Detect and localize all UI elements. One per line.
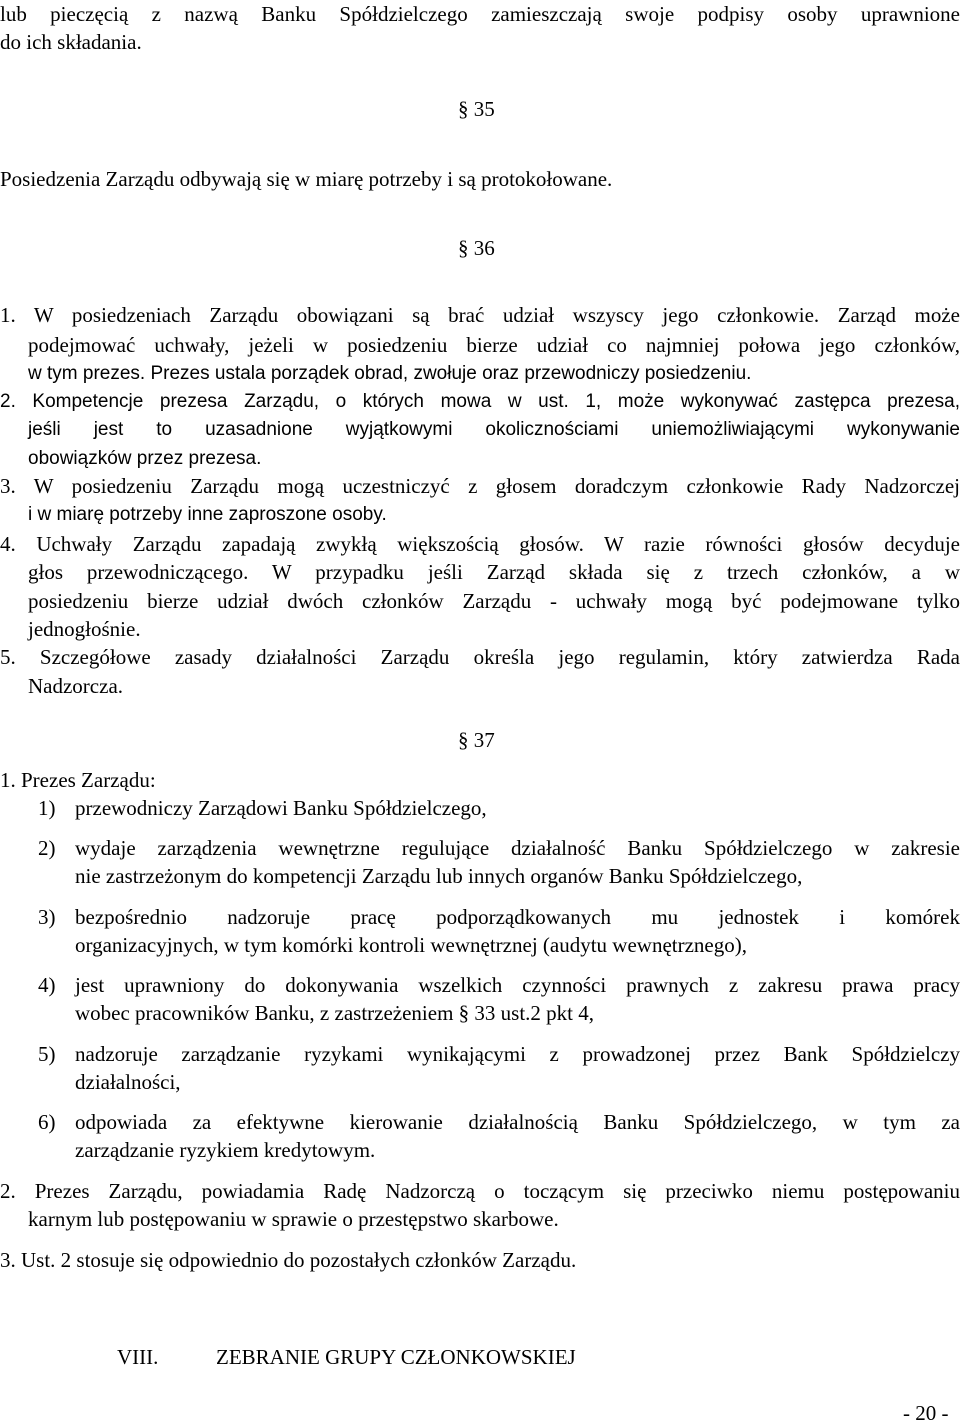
- list-item-number: 1): [38, 796, 56, 820]
- list-item-line: przewodniczy Zarządowi Banku Spółdzielczego,: [75, 796, 487, 820]
- list-item-line: zarządzanie ryzykiem kredytowym.: [75, 1138, 376, 1162]
- page-number: - 20 -: [903, 1401, 949, 1425]
- list-item-number: 4): [38, 973, 56, 997]
- list-item-line: nadzoruje zarządzanie ryzykami wynikającymi z prowadzonej przez Bank Spółdzielczy: [75, 1042, 960, 1066]
- list-item-number: 5): [38, 1042, 56, 1066]
- paragraph-36-2-line: jeśli jest to uzasadnione wyjątkowymi okolicznościami uniemożliwiającymi wykonywanie: [28, 419, 960, 440]
- paragraph-35: Posiedzenia Zarządu odbywają się w miarę potrzeby i są protokołowane.: [0, 167, 613, 191]
- paragraph-37-2-line: karnym lub postępowaniu w sprawie o przestępstwo skarbowe.: [28, 1207, 559, 1231]
- paragraph-36-4-line: jednogłośnie.: [28, 617, 141, 641]
- paragraph-36-3-line: 3. W posiedzeniu Zarządu mogą uczestniczyć z głosem doradczym członkowie Rady Nadzorczej: [0, 474, 960, 498]
- paragraph-36-5-line: Nadzorcza.: [28, 674, 124, 698]
- list-item-number: 2): [38, 836, 56, 860]
- list-item-line: wobec pracowników Banku, z zastrzeżeniem § 33 ust.2 pkt 4,: [75, 1001, 595, 1025]
- paragraph-37-2-line: 2. Prezes Zarządu, powiadamia Radę Nadzorczą o toczącym się przeciwko niemu postępowaniu: [0, 1179, 960, 1203]
- list-item-line: jest uprawniony do dokonywania wszelkich czynności prawnych z zakresu prawa pracy: [75, 973, 960, 997]
- list-item-line: działalności,: [75, 1070, 181, 1094]
- section-heading-35: § 35: [458, 97, 495, 121]
- paragraph-36-4-line: 4. Uchwały Zarządu zapadają zwykłą większością głosów. W razie równości głosów decyduje: [0, 532, 960, 556]
- text-line: lub pieczęcią z nazwą Banku Spółdzielczego zamieszczają swoje podpisy osoby uprawnione: [0, 2, 960, 26]
- paragraph-36-3-line: i w miarę potrzeby inne zaproszone osoby.: [28, 504, 387, 525]
- paragraph-36-2-line: 2. Kompetencje prezesa Zarządu, o których mowa w ust. 1, może wykonywać zastępca prezesa,: [0, 391, 960, 412]
- paragraph-37-3: 3. Ust. 2 stosuje się odpowiednio do pozostałych członków Zarządu.: [0, 1248, 577, 1272]
- list-item-line: bezpośrednio nadzoruje pracę podporządkowanych mu jednostek i komórek: [75, 905, 960, 929]
- chapter-title: ZEBRANIE GRUPY CZŁONKOWSKIEJ: [216, 1345, 576, 1369]
- paragraph-37-intro: 1. Prezes Zarządu:: [0, 768, 156, 792]
- section-heading-37: § 37: [458, 728, 495, 752]
- text-line: do ich składania.: [0, 30, 142, 54]
- paragraph-36-1-line: w tym prezes. Prezes ustala porządek obrad, zwołuje oraz przewodniczy posiedzeniu.: [28, 363, 752, 384]
- list-item-line: wydaje zarządzenia wewnętrzne regulujące działalność Banku Spółdzielczego w zakresie: [75, 836, 960, 860]
- paragraph-36-1-line: podejmować uchwały, jeżeli w posiedzeniu bierze udział co najmniej połowa jego członków,: [28, 333, 960, 357]
- list-item-line: odpowiada za efektywne kierowanie działalnością Banku Spółdzielczego, w tym za: [75, 1110, 960, 1134]
- list-item-line: organizacyjnych, w tym komórki kontroli wewnętrznej (audytu wewnętrznego),: [75, 933, 747, 957]
- list-item-number: 3): [38, 905, 56, 929]
- paragraph-36-4-line: głos przewodniczącego. W przypadku jeśli Zarząd składa się z trzech członków, a w: [28, 560, 960, 584]
- paragraph-36-5-line: 5. Szczegółowe zasady działalności Zarządu określa jego regulamin, który zatwierdza Rada: [0, 645, 960, 669]
- list-item-line: nie zastrzeżonym do kompetencji Zarządu lub innych organów Banku Spółdzielczego,: [75, 864, 803, 888]
- section-heading-36: § 36: [458, 236, 495, 260]
- paragraph-36-4-line: posiedzeniu bierze udział dwóch członków Zarządu - uchwały mogą być podejmowane tylko: [28, 589, 960, 613]
- paragraph-36-1-line: 1. W posiedzeniach Zarządu obowiązani są brać udział wszyscy jego członkowie. Zarząd może: [0, 303, 960, 327]
- paragraph-36-2-line: obowiązków przez prezesa.: [28, 448, 262, 469]
- list-item-number: 6): [38, 1110, 56, 1134]
- chapter-number: VIII.: [117, 1345, 159, 1369]
